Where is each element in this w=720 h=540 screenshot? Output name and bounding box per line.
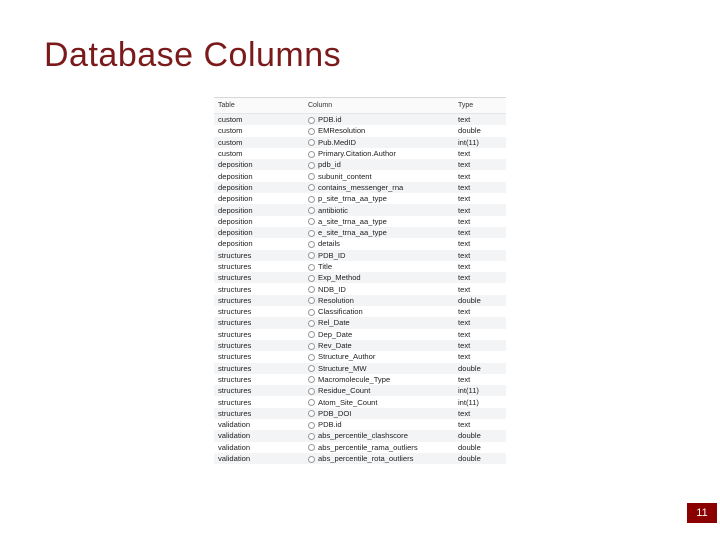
table-row [214, 351, 506, 362]
cell-table: deposition [218, 228, 253, 238]
table-row [214, 182, 506, 193]
table-row [214, 227, 506, 238]
table-row [214, 340, 506, 351]
cell-column: PDB_DOI [318, 408, 352, 418]
cell-column: Macromolecule_Type [318, 374, 391, 384]
table-row [214, 317, 506, 328]
table-row [214, 238, 506, 249]
cell-type: double [458, 431, 481, 441]
cell-column: details [318, 239, 340, 249]
cell-type: text [458, 160, 471, 170]
table-row [214, 385, 506, 396]
cell-type: text [458, 329, 471, 339]
field-icon [304, 228, 318, 237]
cell-type: text [458, 182, 471, 192]
cell-column: Structure_Author [318, 352, 376, 362]
table-row [214, 396, 506, 407]
field-icon [304, 409, 318, 418]
cell-type: text [458, 374, 471, 384]
cell-column: Dep_Date [318, 329, 353, 339]
cell-column: antibiotic [318, 205, 348, 215]
table-header [214, 98, 506, 114]
field-icon [304, 443, 318, 452]
field-icon [304, 285, 318, 294]
cell-table: structures [218, 352, 252, 362]
table-row [214, 148, 506, 159]
cell-column: pdb_id [318, 160, 341, 170]
table-row [214, 419, 506, 430]
field-icon [304, 217, 318, 226]
cell-table: custom [218, 149, 243, 159]
field-icon [304, 398, 318, 407]
cell-type: text [458, 149, 471, 159]
cell-type: text [458, 228, 471, 238]
cell-table: deposition [218, 205, 253, 215]
cell-column: Primary.Citation.Author [318, 149, 396, 159]
cell-type: text [458, 318, 471, 328]
cell-type: text [458, 273, 471, 283]
field-icon [304, 172, 318, 181]
cell-table: structures [218, 397, 252, 407]
cell-type: text [458, 115, 471, 125]
table-row [214, 204, 506, 215]
cell-type: text [458, 352, 471, 362]
field-icon [304, 115, 318, 124]
cell-type: text [458, 262, 471, 271]
cell-type: text [458, 341, 471, 351]
table-row [214, 430, 506, 441]
table-row [214, 114, 506, 125]
cell-type: text [458, 408, 471, 418]
table-row [214, 170, 506, 181]
table-row [214, 442, 506, 453]
cell-type: double [458, 295, 481, 305]
cell-type: text [458, 284, 471, 294]
cell-table: structures [218, 250, 252, 260]
field-icon [304, 183, 318, 192]
cell-column: Residue_Count [318, 386, 371, 396]
field-icon [304, 273, 318, 282]
cell-type: text [458, 239, 471, 249]
cell-table: structures [218, 284, 252, 294]
table-row [214, 329, 506, 340]
cell-type: text [458, 171, 471, 181]
cell-column: abs_percentile_rama_outliers [318, 442, 418, 452]
cell-table: structures [218, 329, 252, 339]
table-row [214, 295, 506, 306]
cell-column: p_site_trna_aa_type [318, 194, 387, 204]
header-column: Column [308, 102, 333, 109]
field-icon [304, 386, 318, 395]
cell-column: abs_percentile_rota_outliers [318, 454, 414, 464]
field-icon [304, 341, 318, 350]
table-row [214, 453, 506, 464]
slide-title: Database Columns [44, 36, 342, 74]
field-icon [304, 375, 318, 384]
field-icon [304, 194, 318, 203]
cell-column: Resolution [318, 295, 354, 305]
table-row [214, 216, 506, 227]
cell-table: validation [218, 431, 251, 441]
field-icon [304, 330, 318, 339]
cell-column: EMResolution [318, 126, 366, 136]
table-body [214, 114, 506, 464]
field-icon [304, 420, 318, 429]
cell-table: deposition [218, 239, 253, 249]
cell-type: text [458, 205, 471, 215]
cell-column: PDB.id [318, 420, 342, 430]
cell-type: text [458, 307, 471, 317]
field-icon [304, 318, 318, 327]
cell-table: custom [218, 137, 243, 147]
field-icon [304, 307, 318, 316]
cell-column: contains_messenger_rna [318, 182, 404, 192]
header-table: Table [218, 102, 235, 109]
header-type: Type [458, 102, 474, 109]
cell-column: Structure_MW [318, 363, 367, 373]
cell-table: deposition [218, 216, 253, 226]
field-icon [304, 296, 318, 305]
cell-table: validation [218, 454, 251, 464]
cell-table: structures [218, 374, 252, 384]
cell-column: e_site_trna_aa_type [318, 228, 387, 238]
table-row [214, 193, 506, 204]
cell-type: text [458, 420, 471, 430]
cell-type: text [458, 250, 471, 260]
cell-table: structures [218, 295, 252, 305]
columns-table [214, 97, 506, 473]
cell-type: int(11) [458, 397, 479, 407]
cell-column: abs_percentile_clashscore [318, 431, 408, 441]
cell-type: double [458, 363, 481, 373]
field-icon [304, 251, 318, 260]
cell-type: int(11) [458, 386, 479, 396]
table-row [214, 159, 506, 170]
table-row [214, 374, 506, 385]
cell-column: Rel_Date [318, 318, 350, 328]
cell-type: double [458, 454, 481, 464]
cell-type: text [458, 216, 471, 226]
cell-table: deposition [218, 182, 253, 192]
field-icon [304, 454, 318, 463]
field-icon [304, 431, 318, 440]
cell-table: deposition [218, 194, 253, 204]
cell-column: PDB_ID [318, 250, 346, 260]
cell-type: double [458, 126, 481, 136]
table-row [214, 272, 506, 283]
cell-column: PDB.id [318, 115, 342, 125]
page-number: 11 [687, 503, 717, 523]
table-row [214, 261, 506, 272]
cell-table: validation [218, 442, 251, 452]
cell-column: Classification [318, 307, 363, 317]
cell-table: structures [218, 363, 252, 373]
cell-column: Pub.MedID [318, 137, 356, 147]
field-icon [304, 262, 318, 271]
table-row [214, 306, 506, 317]
cell-column: Exp_Method [318, 273, 361, 283]
field-icon [304, 239, 318, 248]
field-icon [304, 352, 318, 361]
field-icon [304, 160, 318, 169]
cell-type: text [458, 194, 471, 204]
cell-column: Title [318, 262, 333, 271]
cell-type: int(11) [458, 137, 479, 147]
cell-column: Atom_Site_Count [318, 397, 378, 407]
table-row [214, 363, 506, 374]
field-icon [304, 206, 318, 215]
field-icon [304, 126, 318, 135]
cell-table: structures [218, 386, 252, 396]
cell-table: structures [218, 318, 252, 328]
field-icon [304, 149, 318, 158]
table-row [214, 408, 506, 419]
cell-table: deposition [218, 171, 253, 181]
cell-type: double [458, 442, 481, 452]
table-row [214, 283, 506, 294]
cell-table: structures [218, 408, 252, 418]
cell-table: structures [218, 273, 252, 283]
table-row [214, 125, 506, 136]
cell-table: custom [218, 126, 243, 136]
table-row [214, 250, 506, 261]
cell-table: structures [218, 341, 252, 351]
field-icon [304, 138, 318, 147]
cell-table: structures [218, 262, 252, 271]
cell-table: deposition [218, 160, 253, 170]
field-icon [304, 364, 318, 373]
cell-table: custom [218, 115, 243, 125]
cell-table: validation [218, 420, 251, 430]
cell-table: structures [218, 307, 252, 317]
cell-column: subunit_content [318, 171, 372, 181]
table-row [214, 137, 506, 148]
cell-column: a_site_trna_aa_type [318, 216, 387, 226]
cell-column: NDB_ID [318, 284, 346, 294]
cell-column: Rev_Date [318, 341, 352, 351]
